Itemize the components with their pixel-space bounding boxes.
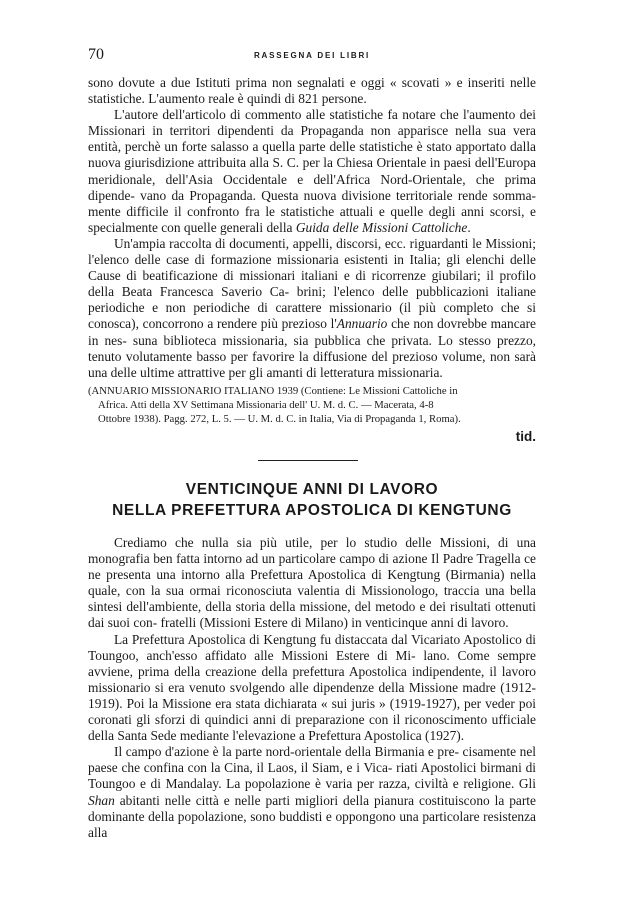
annuario-title: Annuario — [336, 316, 388, 332]
reviewer-signature: tid. — [515, 429, 536, 444]
page-header — [88, 46, 536, 66]
review2-paragraph-2: La Prefettura Apostolica di Kengtung fu distaccata dal Vicariato Apostolico di Toungoo, anch'esso affidato alle Missioni Estere di Mi- lano. Come sempre avviene, prima della creazione della prefettura Apostolica indipendente, il lavoro missionario si era venuto svolgendo alle dipendenze della Missione madre (1912-1919). Poi la Missione era stata dichiarata « sui juris » (1919-1927), per veder poi coronati gli sforzi di quindici anni di preparazione con il riconoscimento ufficiale della Santa Sede mediante l'elevazione a Prefettura Apostolica (1927). — [88, 631, 537, 744]
cattoliche-title: Cattoliche — [411, 219, 468, 235]
shan-term: Shan — [88, 792, 115, 808]
review1-paragraph-3: Un'ampia raccolta di documenti, appelli, discorsi, ecc. riguardanti le Missioni; l'elenco delle case di formazione missionaria esistenti in Italia; gli elenchi delle Cause di beatificazione di missionari italiani e di ricorrenze giubilari; il profilo della Beata Francesca Saverio Ca- brini; l'elenco delle pubblicazioni italiane periodiche e non periodiche di carattere missionario (il più completo che si conosca), concorrono a rendere più prezioso l'Annuario che non dovrebbe mancare in nes- suna biblioteca missionaria, sia pubblica che privata. Lo stesso prezzo, tenuto volutamente basso per favorire la diffusione del prezioso volume, non sarà una delle ultime attrattive per gli amanti di letteratura missionaria. — [88, 235, 537, 380]
page-number: 70 — [88, 46, 104, 63]
guida-title: Guida delle Missioni — [295, 219, 409, 235]
article-title-line-1: VENTICINQUE ANNI DI LAVORO — [185, 481, 439, 498]
review2-body — [88, 535, 536, 841]
review1-paragraph-1: sono dovute a due Istituti prima non segnalati e oggi « scovati » e inseriti nelle statistiche. L'aumento reale è quindi di 821 persone. — [88, 75, 536, 107]
article-title-line-2: NELLA PREFETTURA APOSTOLICA DI KENGTUNG — [112, 502, 512, 519]
review2-paragraph-3: Il campo d'azione è la parte nord-orientale della Birmania e pre- cisamente nel paese che confina con la Cina, il Laos, il Siam, e i Vica- riati Apostolici birmani di Toungoo e di Mandalay. La popolazione è varia per razza, civiltà e religione. Gli Shan abitanti nelle città e nelle parti migliori della pianura costituiscono la parte dominante della popolazione, sono buddisti e oppongono una particolare resistenza alla — [88, 744, 536, 840]
bibliography-entry: (ANNUARIO MISSIONARIO ITALIANO 1939 (Contiene: Le Missioni Cattoliche in Africa. Atti della XV Settimana Missionaria dell' U. M. d. C. — Macerata, 4-8 Ottobre 1938). Pagg. 272, L. 5. — U. M. d. C. in Italia, Via di Propaganda 1, Roma). — [88, 385, 461, 425]
section-divider — [258, 460, 358, 461]
review1-body — [88, 75, 536, 381]
review2-paragraph-1: Crediamo che nulla sia più utile, per lo studio delle Missioni, di una monografia ben fatta intorno ad un particolare campo di azione Il Padre Tragella ce ne presenta una intorno alla Prefettura Apostolica di Kengtung (Birmania) nella quale, con la sua ormai riconosciuta valentia di Missionologo, traccia una bella sintesi dell'ambiente, della storia della missione, del metodo e dei risultati ottenuti dai suoi con- fratelli (Missioni Estere di Milano) in venticinque anni di lavoro. — [88, 535, 537, 631]
running-head: RASSEGNA DEI LIBRI — [253, 51, 371, 60]
review1-paragraph-2: L'autore dell'articolo di commento alle statistiche fa notare che l'aumento dei Missionari in territori dipendenti da Propaganda non apparisce nella sua vera entità, perchè un forte salasso a quella parte delle statistiche è stato apportato dalla nuova giurisdizione attribuita alla S. C. per la Chiesa Orientale in paesi dell'Europa meridionale, dell'Asia Occidentale e dell'Africa Nord-Orientale, che prima dipende- vano da Propaganda. Questa nuova divisione territoriale rende somma- mente difficile il confronto fra le statistiche attuali e quelle degli anni scorsi, e specialmente con quelle generali della Guida delle Missioni Cattoliche. — [88, 107, 537, 235]
